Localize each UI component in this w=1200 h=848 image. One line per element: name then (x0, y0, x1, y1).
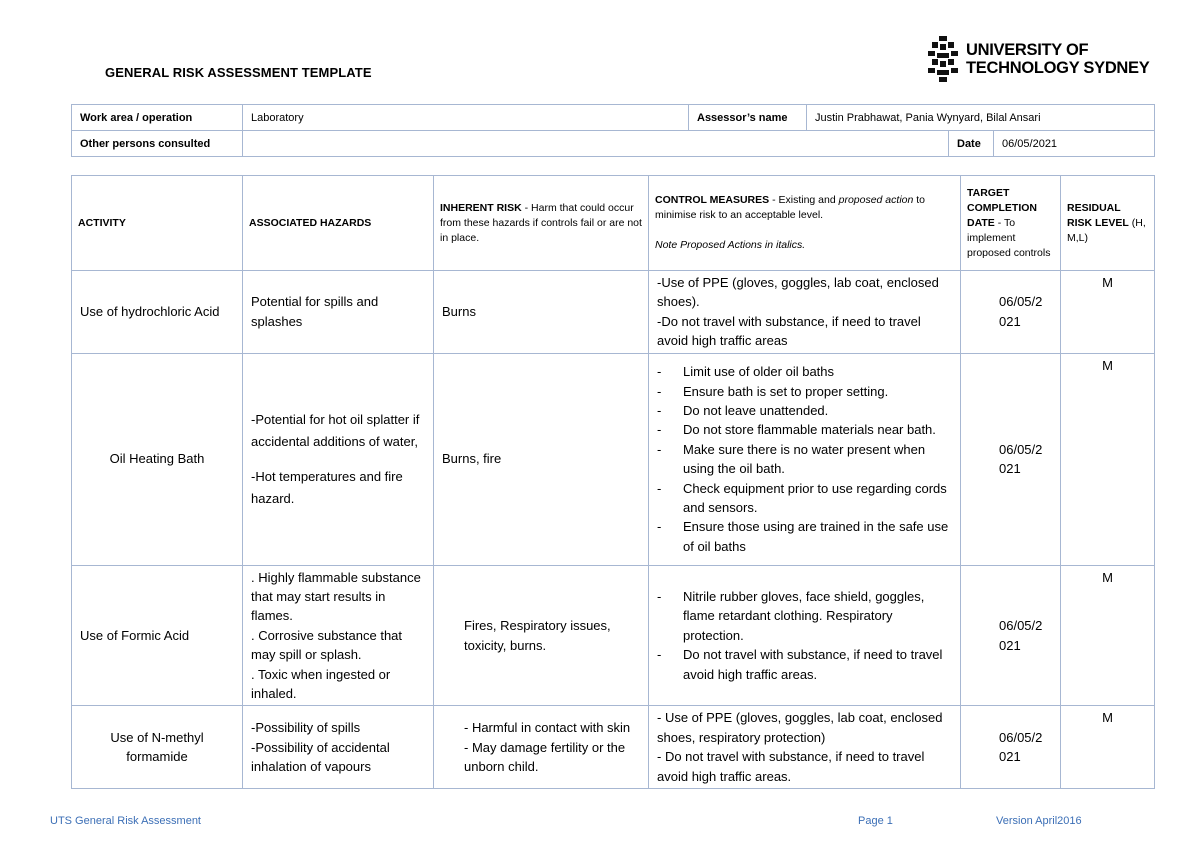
target-date-cell: 06/05/2 021 (961, 353, 1061, 565)
control-item: - Check equipment prior to use regarding cords and sensors. (657, 479, 952, 518)
work-area-value: Laboratory (243, 105, 689, 131)
inherent-risk-cell: Fires, Respiratory issues, toxicity, burns. (434, 565, 649, 706)
risk-row (72, 353, 1155, 565)
control-item: - Do not leave unattended. (657, 401, 952, 420)
inherent-risk-cell: - Harmful in contact with skin - May damage fertility or the unborn child. (434, 706, 649, 789)
residual-risk-cell: M (1061, 565, 1155, 706)
target-date-cell: 06/05/2 021 (961, 706, 1061, 789)
controls-cell (649, 353, 961, 565)
controls-cell (649, 565, 961, 706)
control-item: - Ensure those using are trained in the safe use of oil baths (657, 517, 952, 556)
col-target-date: TARGET COMPLETION DATE - To implement proposed controls (961, 176, 1061, 271)
footer-document-name: UTS General Risk Assessment (50, 815, 201, 827)
footer-page-number: Page 1 (858, 815, 893, 827)
col-inherent-risk: INHERENT RISK - Harm that could occur from these hazards if controls fail or are not in place. (434, 176, 649, 271)
hazards-cell: -Possibility of spills -Possibility of accidental inhalation of vapours (243, 706, 434, 789)
controls-cell: - Use of PPE (gloves, goggles, lab coat, enclosed shoes, respiratory protection) - Do not travel with substance, if need to travel avoid high traffic areas. (649, 706, 961, 789)
date-value: 06/05/2021 (994, 131, 1155, 157)
others-consulted-label: Other persons consulted (72, 131, 243, 157)
footer-version: Version April2016 (996, 815, 1082, 827)
uts-logo (928, 36, 1149, 82)
date-label: Date (949, 131, 994, 157)
risk-table (71, 175, 1155, 789)
target-date-cell: 06/05/2 021 (961, 565, 1061, 706)
hazards-cell: Potential for spills and splashes (243, 271, 434, 354)
document-title: GENERAL RISK ASSESSMENT TEMPLATE (105, 65, 372, 80)
col-activity: ACTIVITY (72, 176, 243, 271)
logo-line-2: TECHNOLOGY SYDNEY (966, 59, 1150, 77)
col-residual-risk: RESIDUAL RISK LEVEL (H, M,L) (1061, 176, 1155, 271)
risk-table-header (72, 176, 1155, 271)
activity-cell: Use of N-methyl formamide (72, 706, 243, 789)
target-date-cell: 06/05/2 021 (961, 271, 1061, 354)
others-consulted-value (243, 131, 949, 157)
risk-row (72, 271, 1155, 354)
residual-risk-cell: M (1061, 353, 1155, 565)
risk-row (72, 565, 1155, 706)
inherent-risk-cell: Burns, fire (434, 353, 649, 565)
activity-cell: Oil Heating Bath (72, 353, 243, 565)
col-control-measures: CONTROL MEASURES - Existing and proposed action to minimise risk to an acceptable level. Note Proposed Actions in italics. (649, 176, 961, 271)
header-table (71, 104, 1155, 157)
controls-cell: -Use of PPE (gloves, goggles, lab coat, enclosed shoes). -Do not travel with substance, if need to travel avoid high traffic areas (649, 271, 961, 354)
risk-row (72, 706, 1155, 789)
control-item: - Make sure there is no water present when using the oil bath. (657, 440, 952, 479)
activity-cell: Use of Formic Acid (72, 565, 243, 706)
col-hazards: ASSOCIATED HAZARDS (243, 176, 434, 271)
control-item: - Do not store flammable materials near bath. (657, 420, 952, 439)
control-item: - Ensure bath is set to proper setting. (657, 382, 952, 401)
work-area-label: Work area / operation (72, 105, 243, 131)
logo-line-1: UNIVERSITY OF (966, 41, 1089, 59)
assessor-value: Justin Prabhawat, Pania Wynyard, Bilal Ansari (807, 105, 1155, 131)
control-item: - Do not travel with substance, if need to travel avoid high traffic areas. (657, 645, 952, 684)
residual-risk-cell: M (1061, 271, 1155, 354)
assessor-label: Assessor’s name (689, 105, 807, 131)
residual-risk-cell: M (1061, 706, 1155, 789)
uts-emblem-icon (928, 36, 958, 82)
inherent-risk-cell: Burns (434, 271, 649, 354)
activity-cell: Use of hydrochloric Acid (72, 271, 243, 354)
control-item: - Nitrile rubber gloves, face shield, goggles, flame retardant clothing. Respiratory protection. (657, 587, 952, 645)
control-item: - Limit use of older oil baths (657, 362, 952, 381)
hazards-cell: -Potential for hot oil splatter if accidental additions of water, -Hot temperatures and fire hazard. (243, 353, 434, 565)
hazards-cell: . Highly flammable substance that may start results in flames. . Corrosive substance that may spill or splash. . Toxic when ingested or inhaled. (243, 565, 434, 706)
